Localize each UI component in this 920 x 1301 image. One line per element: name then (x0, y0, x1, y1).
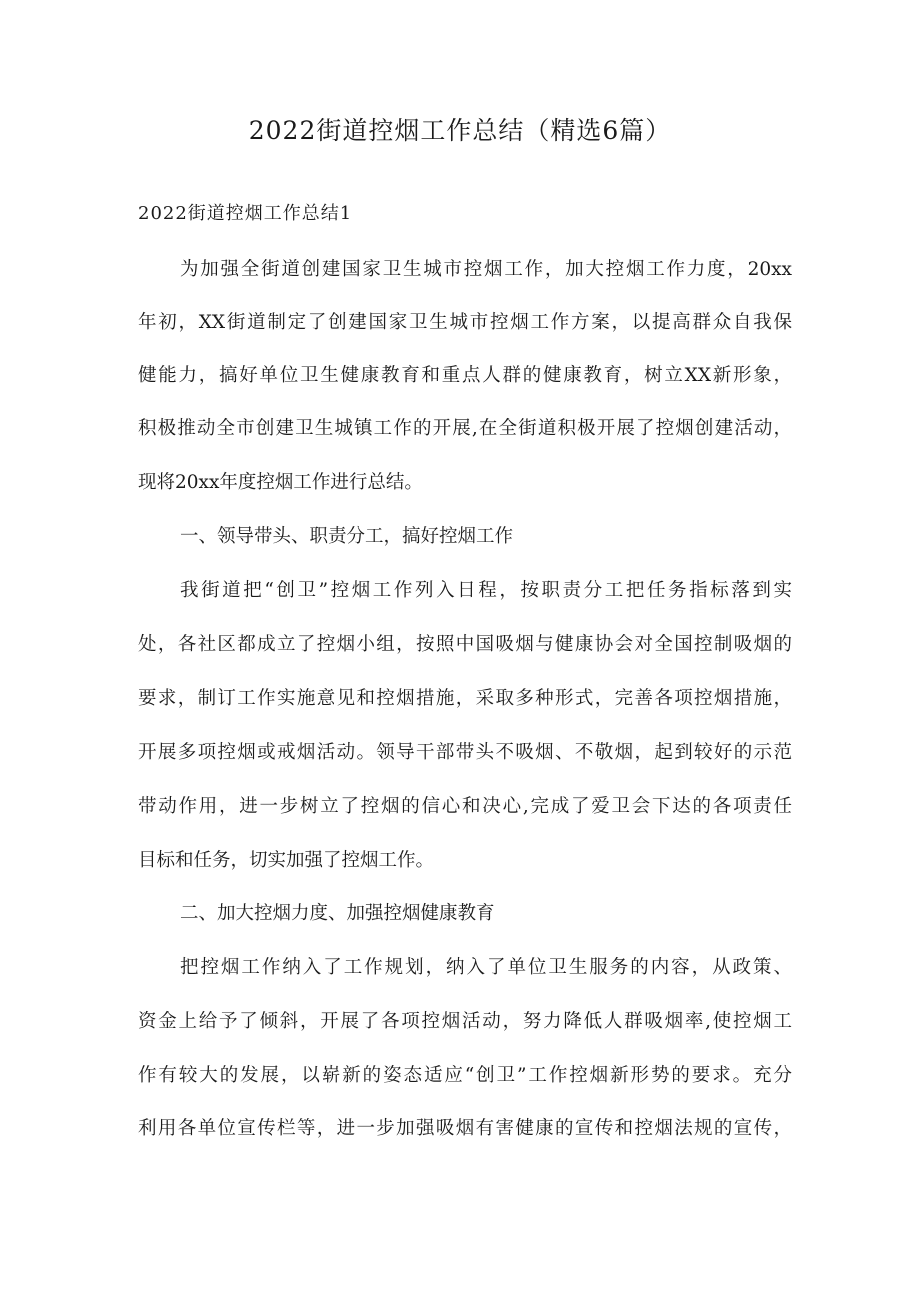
paragraph-3-line: 作有较大的发展，以崭新的姿态适应“创卫”工作控烟新形势的要求。充分 (138, 1065, 792, 1086)
paragraph-2-line: 我街道把“创卫”控烟工作列入日程，按职责分工把任务指标落到实 (180, 580, 792, 601)
paragraph-1-line: 现将20xx年度控烟工作进行总结。 (138, 472, 423, 493)
paragraph-2-line: 开展多项控烟或戒烟活动。领导干部带头不吸烟、不敬烟，起到较好的示范 (138, 742, 792, 763)
paragraph-1-line: 年初，XX街道制定了创建国家卫生城市控烟工作方案，以提高群众自我保 (138, 312, 792, 333)
subheading-2: 二、加大控烟力度、加强控烟健康教育 (180, 903, 495, 924)
paragraph-1-line: 为加强全街道创建国家卫生城市控烟工作，加大控烟工作力度，20xx (180, 259, 792, 280)
subheading-1: 一、领导带头、职责分工，搞好控烟工作 (180, 526, 514, 547)
paragraph-1-line: 健能力，搞好单位卫生健康教育和重点人群的健康教育，树立XX新形象， (138, 365, 792, 386)
document-title: 2022街道控烟工作总结（精选6篇） (248, 116, 672, 145)
paragraph-3-line: 资金上给予了倾斜，开展了各项控烟活动，努力降低人群吸烟率,使控烟工 (138, 1011, 792, 1032)
paragraph-2-line: 带动作用，进一步树立了控烟的信心和决心,完成了爱卫会下达的各项责任 (138, 796, 792, 817)
paragraph-2-line: 目标和任务，切实加强了控烟工作。 (138, 850, 435, 871)
section-heading: 2022街道控烟工作总结1 (138, 203, 353, 224)
paragraph-3-line: 把控烟工作纳入了工作规划，纳入了单位卫生服务的内容，从政策、 (180, 957, 792, 978)
paragraph-2-line: 处，各社区都成立了控烟小组，按照中国吸烟与健康协会对全国控制吸烟的 (138, 634, 792, 655)
paragraph-1-line: 积极推动全市创建卫生城镇工作的开展,在全街道积极开展了控烟创建活动， (138, 418, 792, 439)
paragraph-2-line: 要求，制订工作实施意见和控烟措施，采取多种形式，完善各项控烟措施， (138, 688, 792, 709)
paragraph-3-line: 利用各单位宣传栏等，进一步加强吸烟有害健康的宣传和控烟法规的宣传， (138, 1118, 792, 1139)
